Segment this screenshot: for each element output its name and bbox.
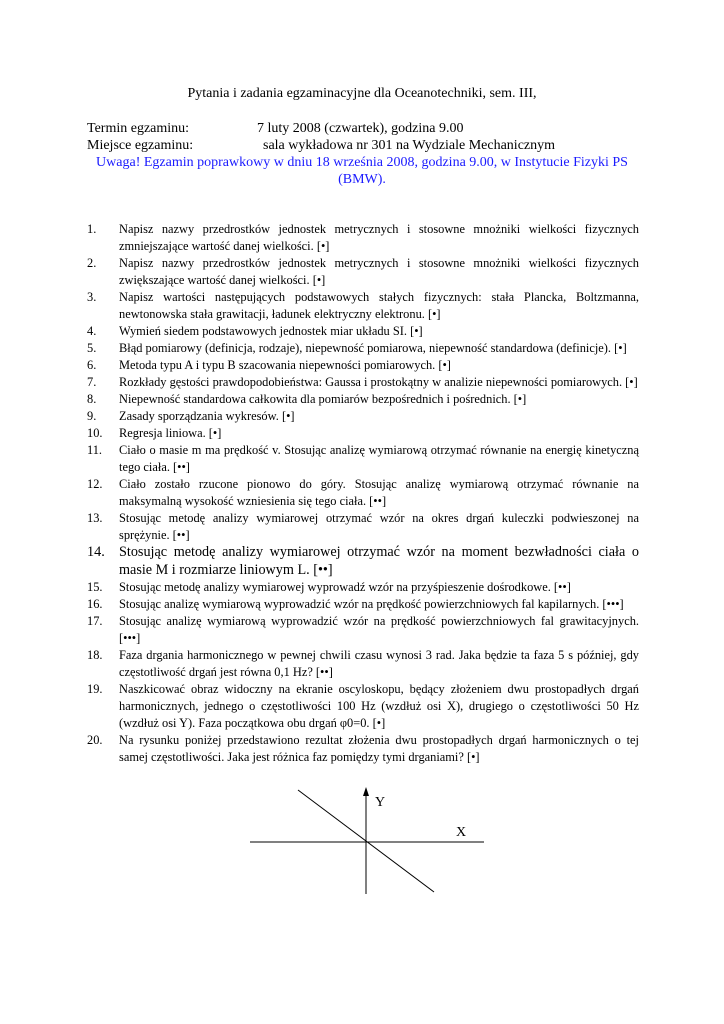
list-item: [87, 681, 639, 732]
list-item: [87, 289, 639, 323]
item-number: 5.: [87, 341, 97, 355]
item-number: 3.: [87, 290, 97, 304]
list-item: [87, 391, 639, 408]
item-number: 15.: [87, 580, 103, 594]
exam-date-label: Termin egzaminu:: [87, 121, 190, 136]
item-text: Regresja liniowa. [•]: [119, 426, 222, 440]
item-text: Rozkłady gęstości prawdopodobieństwa: Gaussa i prostokątny w analizie niepewności pomiarowych. [•]: [119, 375, 638, 389]
list-item: [87, 357, 639, 374]
item-number: 16.: [87, 597, 103, 611]
list-item: [87, 425, 639, 442]
item-text: Ciało o masie m ma prędkość v. Stosując analizę wymiarową otrzymać równanie na energię kinetyczną tego ciała. [••]: [119, 443, 639, 474]
list-item: [87, 510, 639, 544]
list-item: [87, 647, 639, 681]
item-number: 2.: [87, 256, 97, 270]
item-text: Na rysunku poniżej przedstawiono rezultat złożenia dwu prostopadłych drgań harmonicznych o tej samej częstotliwości. Jaka jest różnica faz pomiędzy tymi drganiami? [•]: [119, 733, 639, 764]
item-number: 11.: [87, 443, 103, 457]
item-text: Ciało zostało rzucone pionowo do góry. Stosując analizę wymiarową otrzymać równanie na maksymalną wysokość wzniesienia się tego ciała. [••]: [119, 477, 639, 508]
item-text: Stosując metodę analizy wymiarowej otrzymać wzór na okres drgań kuleczki podwieszonej na sprężynie. [••]: [119, 511, 639, 542]
list-item: [87, 374, 639, 391]
item-text: Zasady sporządzania wykresów. [•]: [119, 409, 295, 423]
item-text: Wymień siedem podstawowych jednostek miar układu SI. [•]: [119, 324, 423, 338]
item-number: 17.: [87, 614, 103, 628]
item-number: 7.: [87, 375, 97, 389]
item-number: 4.: [87, 324, 97, 338]
list-item: [87, 544, 639, 579]
y-axis-arrowhead: [363, 787, 369, 796]
item-number: 9.: [87, 409, 97, 423]
item-text: Napisz wartości następujących podstawowych stałych fizycznych: stała Plancka, Boltzmanna, newtonowska stała grawitacji, ładunek elektryczny elektronu. [•]: [119, 290, 639, 321]
item-text: Niepewność standardowa całkowita dla pomiarów bezpośrednich i pośrednich. [•]: [119, 392, 527, 406]
item-number: 1.: [87, 222, 97, 236]
exam-date-value: 7 luty 2008 (czwartek), godzina 9.00: [257, 121, 464, 136]
lissajous-diagram: [248, 786, 488, 896]
list-item: [87, 732, 639, 766]
item-text: Stosując analizę wymiarową wyprowadzić wzór na prędkość powierzchniowych fal kapilarnych. [•••]: [119, 597, 624, 611]
exam-place-label: Miejsce egzaminu:: [87, 138, 194, 153]
item-number: 10.: [87, 426, 103, 440]
exam-place-value: sala wykładowa nr 301 na Wydziale Mechanicznym: [263, 138, 556, 153]
item-number: 13.: [87, 511, 103, 525]
x-axis-label: X: [456, 825, 467, 840]
list-item: [87, 255, 639, 289]
exam-date-row: [87, 121, 464, 137]
item-text: Metoda typu A i typu B szacowania niepewności pomiarowych. [•]: [119, 358, 451, 372]
item-number: 14.: [87, 544, 105, 560]
item-text: Stosując analizę wymiarową wyprowadzić wzór na prędkość powierzchniowych fal grawitacyjnych. [•••]: [119, 614, 639, 645]
list-item: [87, 476, 639, 510]
item-number: 12.: [87, 477, 103, 491]
list-item: [87, 579, 639, 596]
item-text: Stosując metodę analizy wymiarowej otrzymać wzór na moment bezwładności ciała o masie M i rozmiarze liniowym L. [••]: [119, 544, 639, 578]
question-list: [87, 221, 639, 766]
item-text: Błąd pomiarowy (definicja, rodzaje), niepewność pomiarowa, niepewność standardowa (definicje). [•]: [119, 341, 627, 355]
list-item: [87, 408, 639, 425]
item-number: 8.: [87, 392, 97, 406]
list-item: [87, 442, 639, 476]
list-item: [87, 613, 639, 647]
item-text: Naszkicować obraz widoczny na ekranie oscyloskopu, będący złożeniem dwu prostopadłych drgań harmonicznych, jednego o częstotliwości 100 Hz (wzdłuż osi X), drugiego o częstotliwości 50 Hz (wzdłuż osi Y). Faza początkowa obu drgań φ0=0. [•]: [119, 682, 639, 730]
document-title: Pytania i zadania egzaminacyjne dla Oceanotechniki, sem. III,: [187, 86, 537, 101]
exam-place-row: [87, 138, 556, 154]
list-item: [87, 323, 639, 340]
item-text: Napisz nazwy przedrostków jednostek metrycznych i stosowne mnożniki wielkości fizycznych zwiększające wartość danej wielkości. [•]: [119, 256, 639, 287]
item-number: 6.: [87, 358, 97, 372]
item-number: 19.: [87, 682, 103, 696]
list-item: [87, 596, 639, 613]
y-axis-label: Y: [375, 795, 386, 810]
list-item: [87, 221, 639, 255]
item-number: 18.: [87, 648, 103, 662]
item-text: Stosując metodę analizy wymiarowej wyprowadź wzór na przyśpieszenie dośrodkowe. [••]: [119, 580, 571, 594]
retake-notice: Uwaga! Egzamin poprawkowy w dniu 18 września 2008, godzina 9.00, w Instytucie Fizyki PS (BMW).: [96, 155, 628, 187]
item-text: Napisz nazwy przedrostków jednostek metrycznych i stosowne mnożniki wielkości fizycznych zmniejszające wartość danej wielkości. [•]: [119, 222, 639, 253]
item-number: 20.: [87, 733, 103, 747]
list-item: [87, 340, 639, 357]
item-text: Faza drgania harmonicznego w pewnej chwili czasu wynosi 3 rad. Jaka będzie ta faza 5 s później, gdy częstotliwość drgań jest równa 0,1 Hz? [••]: [119, 648, 639, 679]
